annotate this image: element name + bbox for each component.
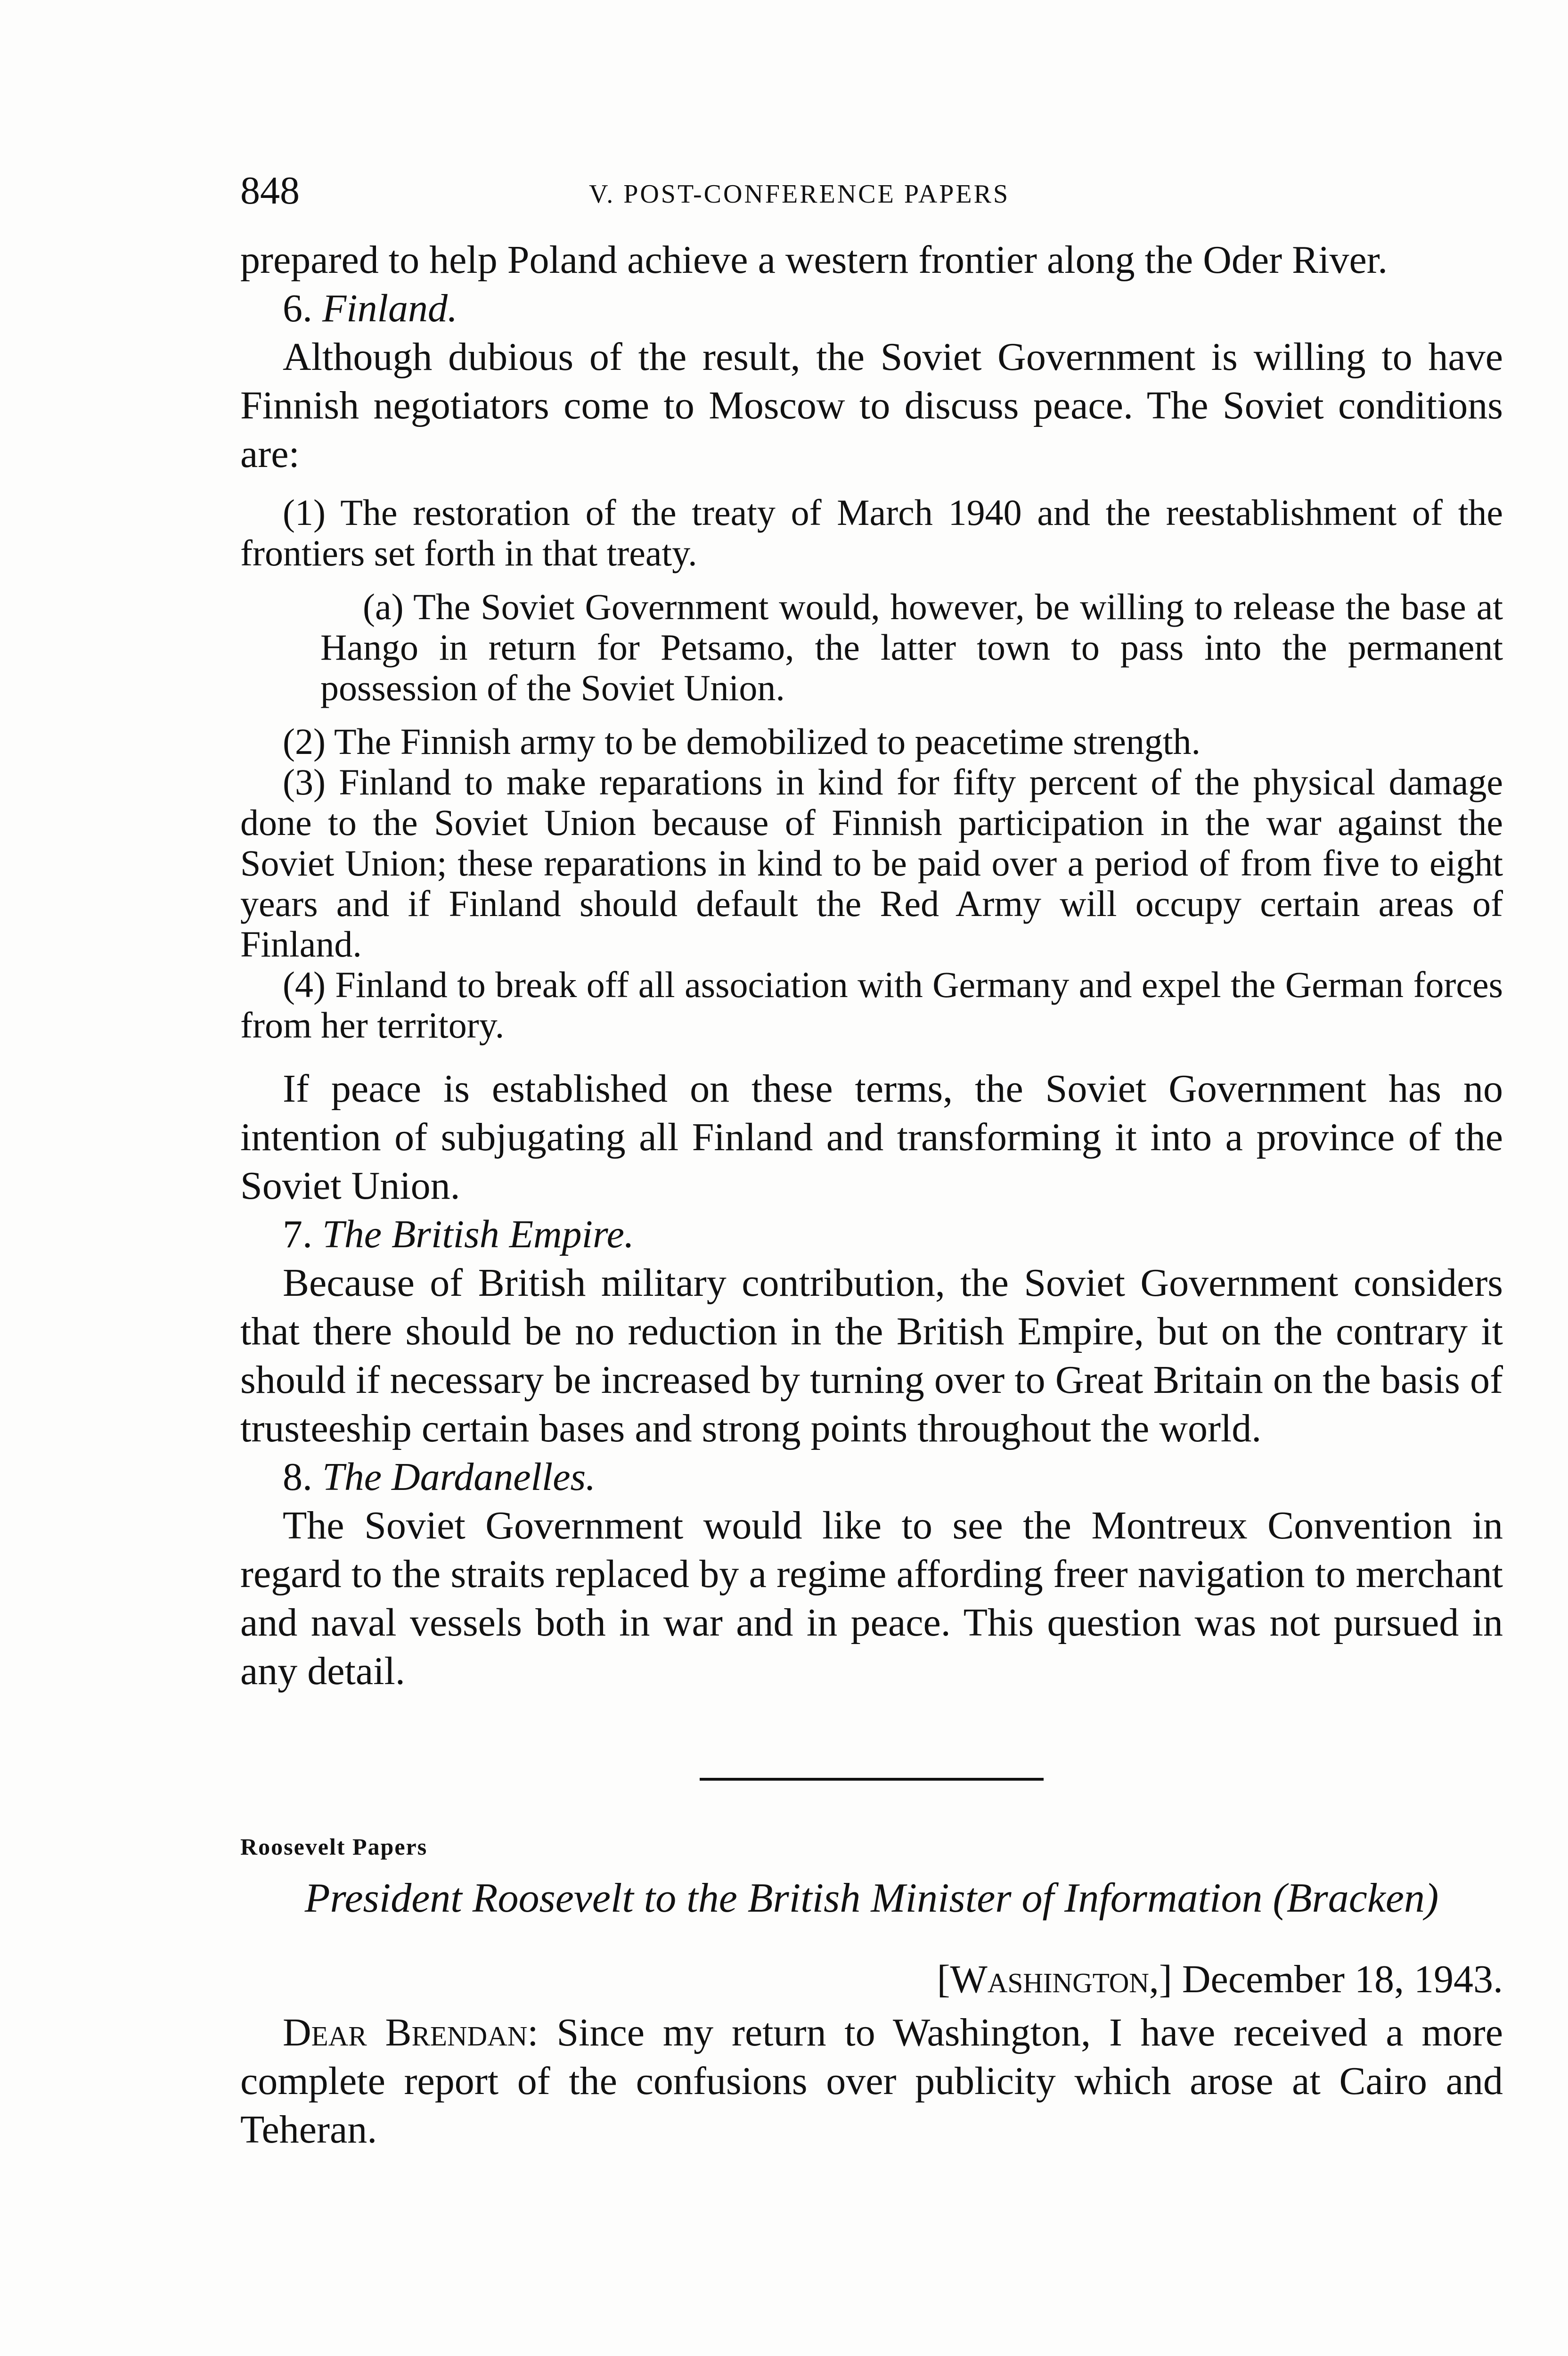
page-number: 848 [240,169,300,213]
section-title: The British Empire. [322,1212,634,1256]
dateline [240,1955,1503,2004]
salutation: Dear Brendan: [283,2011,539,2054]
section-number: 8. [283,1455,312,1499]
document-title: President Roosevelt to the British Minister of Information (Bracken) [304,1875,1439,1921]
condition-2: (2) The Finnish army to be demobilized to peacetime strength. [283,721,1201,762]
section-heading-british-empire [240,1210,1503,1259]
document-source: Roosevelt Papers [240,1833,428,1860]
section-number: 6. [283,286,312,330]
letter-text: Since my return to Washington, I have received a more complete report of the confusions over publicity which arose at Cairo and Teheran. [240,2011,1503,2151]
letter-opening-paragraph [240,2008,1503,2154]
spacer [240,1046,1503,1064]
condition-4: (4) Finland to break off all association with Germany and expel the German forces from her territory. [240,964,1503,1046]
condition-3: (3) Finland to make reparations in kind for fifty percent of the physical damage done to the Soviet Union because of Finnish participation in the war against the Soviet Union; these reparations in kind to be paid over a period of from five to eight years and if Finland should default the Red Army will occupy certain areas of Finland. [240,761,1503,965]
page-header [240,167,1503,224]
section-number: 7. [283,1212,312,1256]
condition-1a-block [240,587,1503,708]
paragraph-british-empire: Because of British military contribution, the Soviet Government considers that there should be no reduction in the British Empire, but on the contrary it should if necessary be increased by turning over to Great Britain on the basis of trusteeship certain bases and strong points throughout the world. [240,1261,1503,1450]
running-head: V. POST-CONFERENCE PAPERS [589,180,1010,209]
section-divider [700,1778,1044,1781]
condition-1a: (a) The Soviet Government would, however, be willing to release the base at Hango in return for Petsamo, the latter town to pass into the permanent possession of the Soviet Union. [320,586,1503,708]
paragraph-finland-intro: Although dubious of the result, the Soviet Government is willing to have Finnish negotiators come to Moscow to discuss peace. The Soviet conditions are: [240,335,1503,476]
section-heading-finland [240,284,1503,333]
section-heading-dardanelles [240,1453,1503,1501]
section-title: Finland. [322,286,457,330]
paragraph-finland-conclusion: If peace is established on these terms, the Soviet Government has no intention of subjugating all Finland and transforming it into a province of the Soviet Union. [240,1067,1503,1208]
page-body [240,236,1503,2154]
condition-1: (1) The restoration of the treaty of March 1940 and the reestablishment of the frontiers set forth in that treaty. [240,492,1503,573]
section-title: The Dardanelles. [322,1455,596,1499]
paragraph-dardanelles: The Soviet Government would like to see the Montreux Convention in regard to the straits replaced by a regime affording freer navigation to merchant and naval vessels both in war and in peace. This question was not pursued in any detail. [240,1504,1503,1693]
dateline-place: [Washington,] [937,1957,1172,2001]
finland-conditions-list [240,492,1503,1046]
dateline-date: December 18, 1943. [1182,1957,1503,2001]
paragraph-intro: prepared to help Poland achieve a western frontier along the Oder River. [240,238,1388,282]
